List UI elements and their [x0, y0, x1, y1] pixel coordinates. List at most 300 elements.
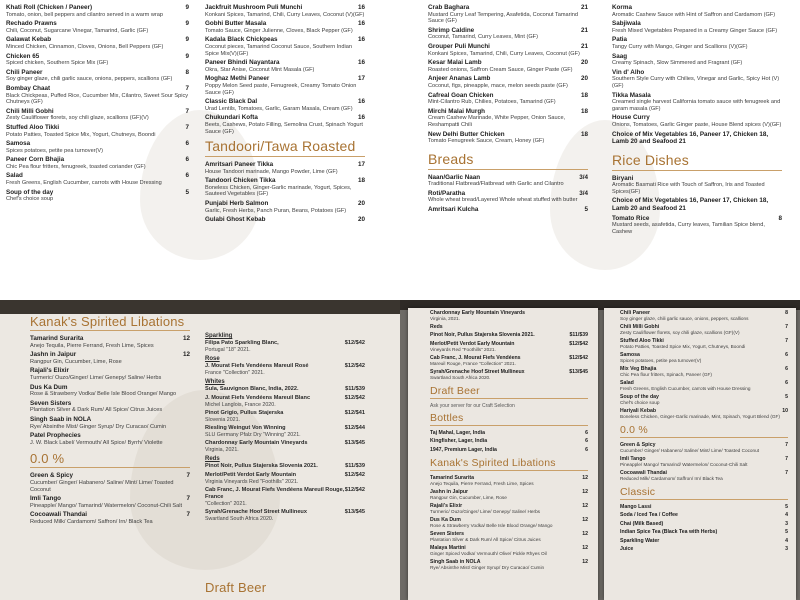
- menu-item-description: Chic Pea flour fritters, Spinach, Paneer (GF): [620, 372, 712, 378]
- menu-item: [6, 85, 189, 106]
- menu-item-description: Fresh Greens, English Cucumber, carrots with House Dressing: [6, 180, 162, 187]
- menu-item-price: 16: [357, 98, 365, 106]
- menu-item-name: Punjabi Herb Salmon: [205, 200, 269, 208]
- menu-item-description: Chili, Coconut, Sugarcane Vinegar, Tamarind, Garlic (GF): [6, 27, 149, 34]
- drinks-column-left: [430, 310, 588, 573]
- wine-price: $12/$42: [344, 487, 365, 494]
- section-rule: [428, 169, 588, 170]
- menu-item: [620, 504, 788, 510]
- menu-item-price: 5: [785, 504, 788, 510]
- menu-item: [30, 416, 190, 430]
- menu-item-price: 12: [182, 351, 190, 359]
- menu-item: [430, 438, 588, 444]
- wine-item: [205, 410, 365, 423]
- section-title-rice: Rice Dishes: [612, 151, 689, 168]
- menu-item-name: Rajali's Elixir: [30, 367, 69, 375]
- menu-item-price: 5: [785, 529, 788, 536]
- menu-item-description: Urad Lentils, Tomatoes, Garlic, Garam Masala, Cream (GF): [205, 105, 353, 112]
- menu-item-description: Chef's choice soup: [6, 196, 54, 203]
- section-title-zero-proof: 0.0 %: [30, 451, 65, 467]
- wine-name: J. Mourat Fiefs Vendéens Mareuil Rosé: [205, 363, 309, 370]
- menu-item-name: Kesar Malai Lamb: [428, 59, 482, 67]
- section-title-classic: Classic: [620, 486, 656, 498]
- section-title-breads: Breads: [428, 150, 474, 167]
- menu-item: [205, 20, 365, 34]
- menu-item: [205, 59, 365, 73]
- menu-item-description: Chic Pea flour fritters, fenugreek, toasted coriander (GF): [6, 163, 146, 170]
- menu-item: [205, 75, 365, 96]
- menu-item: [428, 174, 588, 188]
- menu-item-description: Coconut, Tamarind, Curry Leaves, Mint (GF): [428, 34, 538, 41]
- wine-name: Filipa Pato Sparkling Blanc,: [205, 340, 279, 346]
- menu-item-price: 8: [778, 214, 782, 222]
- menu-item-price: 17: [357, 161, 365, 169]
- menu-item-name: Gobhi Butter Masala: [205, 20, 267, 28]
- menu-item-price: 7: [185, 84, 189, 92]
- menu-item: [620, 512, 788, 518]
- menu-item-name: Soup of the day: [620, 394, 659, 400]
- menu-item-description: Aromatic Cashew Sauce with Hint of Saffron and Cardamom (GF): [612, 11, 776, 18]
- menu-item: [620, 538, 788, 544]
- wine-description: "Collection" 2021.: [205, 500, 247, 507]
- menu-item: [6, 69, 189, 83]
- menu-item-description: Tomato, onion, bell peppers and cilantro served in a warm wrap: [6, 11, 164, 18]
- menu-item-price: 6: [585, 446, 588, 453]
- menu-item-name: Galawat Kebab: [6, 36, 52, 44]
- menu-item-name: Imli Tango: [620, 456, 646, 462]
- menu-item: [30, 335, 190, 349]
- menu-item-price: 6: [185, 156, 189, 164]
- menu-item-description: Spices potatoes, petite pea turnover(V): [6, 147, 104, 154]
- menu-item-name: Seven Sisters: [430, 531, 465, 538]
- menu-item: [205, 4, 365, 18]
- menu-item: [620, 529, 788, 535]
- menu-item-name: Mirchi Malai Murgh: [428, 107, 486, 115]
- wine-name: Chardonnay Early Mountain Vineyards: [205, 440, 308, 447]
- wine-price: $12/$42: [344, 363, 365, 370]
- wine-description: Michel Langlois, France 2020.: [205, 401, 276, 408]
- section-rule: [30, 330, 190, 331]
- section-title-libations: Kanak's Spirited Libations: [30, 314, 185, 329]
- menu-item-name: Biryani: [612, 174, 634, 182]
- menu-item-name: Juice: [620, 546, 634, 553]
- menu-page-left: [408, 308, 598, 600]
- wine-item: [205, 487, 365, 507]
- menu-item-name: Cab Franc, J. Mourat Fiefs Vendéens: [430, 354, 521, 361]
- menu-item: [30, 384, 190, 398]
- menu-item-name: Amritsari Paneer Tikka: [205, 161, 274, 169]
- menu-item-price: 16: [357, 4, 365, 11]
- menu-item-price: 12: [582, 517, 588, 524]
- menu-item-name: Kingfisher, Lager, India: [430, 438, 488, 445]
- menu-item-price: 6: [785, 352, 788, 358]
- section-title-zero-proof: 0.0 %: [620, 424, 648, 436]
- menu-item: [30, 400, 190, 414]
- menu-item-price: 9: [185, 52, 189, 60]
- menu-item-price: 3/4: [579, 189, 588, 197]
- menu-item: [430, 324, 588, 330]
- menu-item-name: Malaya Martini: [430, 545, 466, 552]
- wine-item: [205, 340, 365, 353]
- menu-item-name: Mix Veg Bhajia: [620, 366, 657, 372]
- menu-item: [620, 380, 788, 392]
- menu-item-price: 18: [580, 91, 588, 99]
- menu-item-name: Khati Roll (Chicken / Paneer): [6, 4, 93, 11]
- menu-item: [620, 352, 788, 364]
- menu-item-description: Ginger Spiced Vodka/ Vermouth/ Olive/ Pickle Rhyes Oil: [430, 551, 547, 557]
- menu-item: [430, 517, 588, 529]
- menu-item: [30, 432, 190, 446]
- wine-description: Virginia, 2021.: [205, 447, 239, 454]
- menu-item-name: Green & Spicy: [620, 442, 656, 448]
- menu-item-price: 5: [185, 188, 189, 196]
- photo-shadow-edge: [0, 300, 400, 314]
- menu-item: [612, 4, 782, 18]
- menu-item-description: Cucumber/ Ginger/ Habanero/ Saline/ Mint/ Lime/ Toasted Coconut: [620, 448, 760, 454]
- menu-item-name: Kadala Black Chickpeas: [205, 36, 278, 44]
- menu-item: [6, 172, 189, 186]
- section-title-tandoori: Tandoori/Tawa Roasted: [205, 138, 356, 155]
- menu-item: [6, 20, 189, 34]
- menu-item-price: 4: [785, 537, 788, 544]
- menu-item: [30, 511, 190, 525]
- menu-column-seafood: [428, 4, 588, 216]
- menu-item: [430, 430, 588, 436]
- menu-item-name: Cafreal Goan Chicken: [428, 91, 494, 99]
- menu-item-description: Tangy Curry with Mango, Ginger and Scallions (V)(GF): [612, 43, 748, 50]
- menu-item-price: 12: [582, 531, 588, 538]
- menu-item-name: Imli Tango: [30, 495, 62, 503]
- menu-item-price: 7: [186, 495, 190, 503]
- menu-item-name: Salad: [6, 172, 23, 180]
- menu-item-price: 7: [785, 442, 788, 448]
- menu-item: [428, 43, 588, 57]
- menu-page-right: [604, 308, 796, 600]
- menu-item: [30, 351, 190, 365]
- menu-item-name: Chukundari Kofta: [205, 114, 258, 122]
- menu-item-description: Cream Cashew Marinade, White Pepper, Onion Sauce, Reshampatti Chili: [428, 115, 566, 128]
- wine-price: $12/$42: [344, 394, 365, 401]
- menu-item: [428, 4, 588, 25]
- menu-item-price: 3: [785, 546, 788, 553]
- wine-name: J. Mourat Fiefs Vendéens Mareuil Blanc: [205, 394, 311, 401]
- wine-name: Cab Franc, J. Mourat Fiefs Vendéens Mareuil Rouge, France: [205, 487, 345, 501]
- menu-item-price: 21: [580, 42, 588, 50]
- menu-item-price: 9: [185, 4, 189, 11]
- menu-item-name: Vin d' Alho: [612, 68, 645, 76]
- menu-item: [620, 456, 788, 468]
- menu-item: [430, 332, 588, 338]
- menu-item-name: Grouper Puli Munchi: [428, 42, 490, 50]
- menu-item: [6, 124, 189, 138]
- menu-item-description: Beets, Cashews, Potato Filling, Semolina Crust, Spinach Yogurt Sauce (GF): [205, 121, 363, 135]
- menu-item-price: 20: [580, 75, 588, 83]
- menu-item: [430, 475, 588, 487]
- menu-item-price: 17: [357, 75, 365, 83]
- menu-item: [30, 495, 190, 509]
- menu-item: [620, 324, 788, 336]
- menu-item-price: 7: [185, 107, 189, 115]
- menu-item-price: 6: [185, 140, 189, 148]
- menu-item-description: Poppy Melon Seed paste, Fenugreek, Creamy Tomato Onion Sauce (GF): [205, 82, 357, 96]
- menu-item-name: Patia: [612, 36, 628, 44]
- menu-item-name: Anjeer Ananas Lamb: [428, 75, 491, 83]
- menu-item: [6, 4, 189, 18]
- menu-item-description: Swartland South Africa 2020.: [430, 375, 491, 381]
- section-rule: [430, 425, 588, 426]
- menu-item-description: Rose & Strawberry Vodka/ Belle Isle Blood Orange/ Mango: [430, 523, 553, 529]
- section-title-draft-beer-block: [205, 580, 365, 595]
- menu-item: [430, 503, 588, 515]
- menu-item: [430, 559, 588, 571]
- menu-item-name: Reds: [430, 324, 443, 330]
- menu-item: [612, 197, 782, 212]
- menu-item-name: Stuffed Aloo Tikki: [6, 123, 60, 131]
- wine-description: Swartland South Africa 2020.: [205, 515, 274, 522]
- section-title-libations: Kanak's Spirited Libations: [430, 457, 556, 470]
- menu-item: [430, 355, 588, 367]
- wine-item: [205, 395, 365, 408]
- menu-item-description: Okra, Star Anise, Coconut Mint Masala (GF): [205, 66, 315, 73]
- menu-item-name: Jashn in Jaipur: [430, 489, 469, 496]
- menu-item: [430, 310, 588, 322]
- food-drinks-column-right: [620, 310, 788, 554]
- wine-item: [205, 425, 365, 438]
- menu-item: [430, 489, 588, 501]
- menu-item: [620, 442, 788, 454]
- menu-item-description: Mint-Cilantro Rub, Chilies, Potatoes, Tamarind (GF): [428, 99, 556, 106]
- menu-item-price: 3/4: [579, 173, 588, 181]
- wine-price: $12/$42: [344, 472, 365, 479]
- menu-item: [6, 189, 189, 203]
- menu-item-name: Seven Sisters: [30, 399, 72, 407]
- menu-item-name: Cocoawali Thandai: [30, 511, 88, 519]
- menu-item-description: Creamed single harvest California tomato sauce with fenugreek and garam masala (GF): [612, 99, 781, 112]
- menu-item-name: Naan/Garlic Naan: [428, 173, 481, 181]
- menu-item: [430, 369, 588, 381]
- wine-description: France "Collection" 2021.: [205, 369, 265, 376]
- menu-item-name: Tandoori Chicken Tikka: [205, 177, 276, 185]
- menu-item-name: Chai (Milk Based): [620, 520, 664, 527]
- menu-item-description: Black Chickpeas, Puffed Rice, Cucumber Mix, Cilantro, Sweet Sour Spicy Chutneys (GF): [6, 92, 189, 106]
- menu-item-price: 20: [357, 216, 365, 224]
- menu-item-name: Sabjiwala: [612, 20, 641, 28]
- menu-item: [612, 20, 782, 34]
- menu-item-price: 7: [186, 511, 190, 519]
- menu-item-name: New Delhi Butter Chicken: [428, 130, 505, 138]
- section-rule: [205, 156, 365, 157]
- menu-item-name: Dus Ka Dum: [430, 517, 461, 524]
- wine-category-heading: Whites: [205, 379, 225, 386]
- menu-item-description: Mustard Curry Leaf Tempering, Asafetida, Coconut Tamarind Sauce (GF): [428, 11, 578, 25]
- wine-price: $12/$44: [344, 425, 365, 432]
- menu-item-name: Mango Lassi: [620, 504, 652, 510]
- wine-item: [205, 463, 365, 470]
- menu-item-name: Cocoawali Thandai: [620, 470, 667, 476]
- menu-item-name: Rajali's Elixir: [430, 503, 463, 510]
- wine-item: [205, 509, 365, 522]
- menu-item: [205, 177, 365, 198]
- menu-item: [428, 108, 588, 129]
- menu-item-price: 12: [182, 335, 190, 342]
- menu-item-description: Anejo Tequila, Pierre Ferrand, Fresh Lime, Spices: [30, 342, 154, 349]
- wine-item: [205, 472, 365, 485]
- menu-item-name: Soup of the day: [6, 188, 54, 196]
- menu-item: [620, 310, 788, 322]
- menu-item-name: Choice of Mix Vegetables 16, Paneer 17, Chicken 18, Lamb 20 and Seafood 21: [612, 197, 769, 213]
- menu-item-description: Tomato Sauce, Ginger Julienne, Cloves, Black Pepper (GF): [205, 27, 353, 34]
- menu-item-price: 12: [582, 475, 588, 482]
- wine-name: Syrah/Grenache Hoof Street Mullineux: [205, 509, 307, 516]
- menu-item-price: $11/$39: [569, 332, 588, 339]
- menu-item-description: Rangpur Gin, Cucumber, Lime, Rose: [30, 358, 122, 365]
- menu-item-description: Creamy Spinach, Slow Simmered and Fragrant (GF): [612, 60, 743, 67]
- menu-item-price: 8: [185, 68, 189, 76]
- menu-photo-bottom-left: [0, 300, 400, 600]
- menu-item-name: Merlot/Petit Verdot Early Mountain: [430, 340, 515, 347]
- menu-item-price: 16: [357, 20, 365, 28]
- menu-item-name: Chili Milli Gobhi: [620, 324, 660, 330]
- menu-item-price: 12: [582, 503, 588, 510]
- menu-item-description: J. W. Black Label/ Vermouth/ All Spice/ Byrrh/ Violette: [30, 439, 163, 446]
- menu-column-appetizers: [6, 4, 189, 205]
- menu-item-name: Crab Baghara: [428, 4, 470, 11]
- menu-item-description: Rose & Strawberry Vodka/ Belle Isle Blood Orange/ Mango: [30, 391, 177, 398]
- menu-item-description: Minced Chicken, Cinnamon, Cloves, Onions, Bell Peppers (GF): [6, 43, 164, 50]
- menu-item-price: 6: [585, 438, 588, 445]
- drinks-column-cocktails: [30, 314, 190, 527]
- drinks-column-wines: [205, 330, 365, 524]
- menu-item-name: Paneer Bhindi Nayantara: [205, 59, 280, 67]
- menu-item-description: Traditional Flatbread/Flatbread with Garlic and Cilantro: [428, 181, 564, 188]
- menu-item-description: Southern Style Curry with Chilies, Vinegar and Garlic, Spicy Hot (V)(GF): [612, 76, 780, 89]
- menu-item: [428, 27, 588, 41]
- wine-category-heading: Rose: [205, 356, 220, 363]
- menu-item: [620, 366, 788, 378]
- wine-price: $13/$45: [344, 440, 365, 447]
- menu-item-name: Samosa: [620, 352, 640, 358]
- menu-item: [620, 521, 788, 527]
- menu-item: [205, 200, 365, 214]
- menu-item-name: Taj Mahal, Lager, India: [430, 429, 485, 436]
- menu-item-description: Anejo Tequila, Pierre Ferrand, Fresh Lime, Spices: [430, 481, 534, 487]
- wine-description: Slovenia 2021.: [205, 416, 241, 423]
- wine-price: $11/$39: [345, 386, 365, 393]
- section-title-bottles: Bottles: [430, 411, 464, 424]
- section-rule: [30, 467, 190, 468]
- menu-item-description: Konkani Spices, Tamarind, Chili, Curry Leaves, Coconut (GF): [428, 50, 580, 57]
- menu-item-name: Chili Paneer: [6, 68, 43, 76]
- menu-item: [6, 140, 189, 154]
- menu-item-name: Soda / Iced Tea / Coffee: [620, 512, 678, 519]
- menu-item: [30, 472, 190, 493]
- wine-price: $12/$41: [344, 410, 365, 417]
- menu-item: [620, 408, 788, 420]
- menu-item-name: Roti/Paratha: [428, 189, 466, 197]
- wine-description: SLU Germany Pfalz Dry "Winning" 2021.: [205, 431, 301, 438]
- menu-item-description: Plantation Silver & Dark Rum/ All Spice/ Citrus Juices: [430, 537, 541, 543]
- menu-item: [612, 36, 782, 50]
- menu-item-name: Saag: [612, 52, 628, 60]
- menu-item: [428, 206, 588, 214]
- menu-item-name: 1947, Premium Lager, India: [430, 446, 497, 453]
- menu-item-name: Pinot Noir, Pullus Stajerska Slovenia 2021.: [430, 332, 535, 339]
- menu-item-description: Fresh Greens, English Cucumber, carrots with House Dressing: [620, 386, 751, 392]
- wine-category-heading: Sparkling: [205, 333, 233, 339]
- wine-price: $12/$42: [344, 340, 365, 346]
- menu-item-description: Mustard seeds, asafetida, Curry leaves, Tamilian Spice blend, Cashew: [612, 222, 765, 235]
- menu-item-description: Onions, Tomatoes, Garlic Ginger paste, House Blend spices (V)(GF): [612, 121, 782, 128]
- menu-photo-top-right: [400, 0, 800, 300]
- menu-item-name: Korma: [612, 4, 632, 11]
- menu-item-name: Dus Ka Dum: [30, 383, 68, 391]
- menu-item-name: Classic Black Dal: [205, 98, 258, 106]
- menu-item-price: 16: [357, 114, 365, 122]
- menu-item-price: 12: [582, 489, 588, 496]
- menu-item-description: Potato Patties, Toasted Spice Mix, Yogurt, Chutneys, Boondi: [620, 344, 746, 350]
- menu-item-price: 6: [785, 366, 788, 372]
- section-rule: [620, 437, 788, 438]
- menu-item: [205, 216, 365, 224]
- wine-name: Pinot Grigio, Pullus Stajerska: [205, 410, 284, 417]
- menu-item-description: Pineapple/ Mango/ Tamarind/ Watermelon/ Coconut-Chili Salt: [620, 462, 748, 468]
- draft-note: Ask your server for our Craft Selection: [430, 402, 515, 409]
- menu-photo-top-left: [0, 0, 400, 300]
- menu-item-description: Zesty Cauliflower florets, soy chili glaze, scallions (GF)(V): [620, 330, 740, 336]
- menu-column-entrees: [205, 4, 365, 226]
- menu-item-name: Syrah/Grenache Hoof Street Mullineux: [430, 368, 525, 375]
- section-rule: [430, 470, 588, 471]
- menu-item: [612, 69, 782, 90]
- menu-item-description: Coconut, figs, pineapple, mace, melon seeds paste (GF): [428, 82, 568, 89]
- menu-item-description: Rangpur Gin, Cucumber, Lime, Rose: [430, 495, 507, 501]
- menu-item: [612, 92, 782, 113]
- menu-item: [428, 131, 588, 145]
- wine-name: Merlot/Petit Verdot Early Mountain: [205, 472, 297, 479]
- menu-item-description: Roasted onions, Saffron Cream Sauce, Ginger Paste (GF): [428, 66, 573, 73]
- menu-item-price: 4: [785, 512, 788, 519]
- menu-item-description: Konkani Spices, Tamarind, Chili, Curry Leaves, Coconut (V)(GF): [205, 11, 365, 18]
- menu-item: [620, 546, 788, 552]
- menu-item-description: Reduced Milk/ Cardamom/ Saffron/ Irn/ Black Tea: [620, 476, 723, 482]
- menu-item-description: Plantation Silver & Dark Rum/ All Spice/ Citrus Juices: [30, 407, 163, 414]
- menu-item-price: 18: [357, 177, 365, 185]
- menu-item-description: Zesty Cauliflower florets, soy chili glaze, scallions (GF)(V): [6, 115, 149, 122]
- wine-description: Virginia Vineyards Red "Foothills" 2021.: [205, 478, 299, 485]
- menu-item-description: Fresh Mixed Vegetables Prepared in a Creamy Ginger Sauce (GF): [612, 27, 778, 34]
- menu-item-price: 21: [580, 26, 588, 34]
- menu-item: [6, 108, 189, 122]
- section-rule: [612, 170, 782, 171]
- menu-column-curries: [612, 4, 782, 237]
- menu-item: [6, 53, 189, 67]
- menu-photo-bottom-right: [400, 300, 800, 600]
- menu-item-price: 7: [185, 123, 189, 131]
- menu-item-name: Salad: [620, 380, 634, 386]
- menu-item-name: Shrimp Caldine: [428, 26, 475, 34]
- menu-item-description: Coconut pieces, Tamarind Coconut Sauce, Southern Indian Spice Mix(V)(GF): [205, 43, 352, 57]
- menu-item: [430, 447, 588, 453]
- menu-item-name: House Curry: [612, 114, 650, 122]
- menu-item-price: 6: [185, 172, 189, 180]
- menu-item-description: Virginia, 2021.: [430, 316, 460, 322]
- menu-item-description: Turmeric/ Ouzo/Ginger/ Lime/ Genepy/ Saline/ Herbs: [30, 374, 162, 381]
- menu-item-description: Boneless Chicken, Ginger-Garlic marinade, Yogurt, Spices, Sauteed Vegetables (GF): [205, 184, 352, 198]
- menu-item-description: Garlic, Fresh Herbs, Panch Puran, Beans, Potatoes (GF): [205, 207, 347, 214]
- menu-item-price: 16: [357, 59, 365, 67]
- menu-item-price: 7: [785, 338, 788, 344]
- menu-item-name: Amritsari Kulcha: [428, 206, 479, 214]
